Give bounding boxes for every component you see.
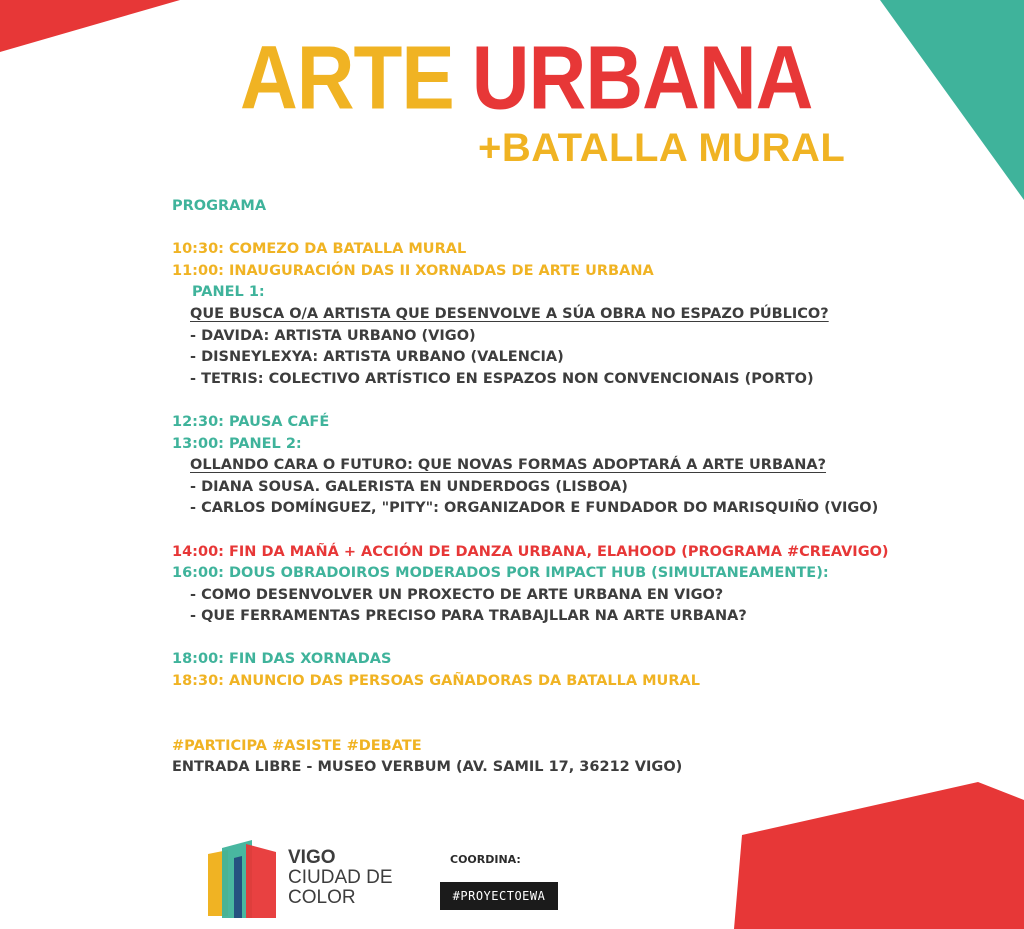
panel-1-speaker: - DAVIDA: ARTISTA URBANO (VIGO) (190, 327, 476, 344)
panel-1-label: PANEL 1: (192, 284, 265, 301)
workshop-item: - QUE FERRAMENTAS PRECISO PARA TRABAJLLAR NA ARTE URBANA? (190, 608, 747, 625)
schedule-item-1230: 12:30: PAUSA CAFÉ (172, 413, 330, 430)
schedule-item-1800: 18:00: FIN DAS XORNADAS (172, 651, 392, 668)
panel-1-speaker: - DISNEYLEXYA: ARTISTA URBANO (VALENCIA) (190, 349, 564, 366)
vigo-logo-text (288, 848, 393, 908)
schedule-item-1830: 18:30: ANUNCIO DAS PERSOAS GAÑADORAS DA BATALLA MURAL (172, 673, 700, 690)
panel-2-speaker: - DIANA SOUSA. GALERISTA EN UNDERDOGS (LISBOA) (190, 478, 628, 495)
event-subtitle: +BATALLA MURAL (478, 126, 846, 170)
schedule-item-1300: 13:00: PANEL 2: (172, 435, 302, 452)
schedule-item-1400: 14:00: FIN DA MAÑÁ + ACCIÓN DE DANZA URBANA, ELAHOOD (PROGRAMA #CREAVIGO) (172, 543, 889, 560)
vigo-logo-icon (206, 840, 276, 918)
vigo-logo-line1: VIGO (288, 847, 336, 868)
panel-1-speaker: - TETRIS: COLECTIVO ARTÍSTICO EN ESPAZOS NON CONVENCIONAIS (PORTO) (190, 370, 814, 387)
schedule-item-1100: 11:00: INAUGURACIÓN DAS II XORNADAS DE ARTE URBANA (172, 262, 654, 279)
hashtags: #PARTICIPA #ASISTE #DEBATE (172, 737, 422, 754)
vigo-logo-line3: COLOR (288, 887, 356, 908)
schedule-item-1030: 10:30: COMEZO DA BATALLA MURAL (172, 241, 467, 258)
teal-corner-top-right (880, 0, 1024, 200)
vigo-logo-line2: CIUDAD DE (288, 867, 393, 888)
event-title (240, 28, 813, 128)
panel-2-speaker: - CARLOS DOMÍNGUEZ, "PITY": ORGANIZADOR E FUNDADOR DO MARISQUIÑO (VIGO) (190, 500, 879, 517)
title-word-arte: ARTE (240, 28, 454, 128)
schedule-item-1600: 16:00: DOUS OBRADOIROS MODERADOS POR IMPACT HUB (SIMULTANEAMENTE): (172, 565, 829, 582)
title-word-urbana: URBANA (471, 28, 813, 128)
red-corner-top-left (0, 0, 180, 52)
program-heading: PROGRAMA (172, 198, 267, 214)
venue-info: ENTRADA LIBRE - MUSEO VERBUM (AV. SAMIL 17, 36212 VIGO) (172, 759, 683, 776)
panel-1-question: QUE BUSCA O/A ARTISTA QUE DESENVOLVE A SÚA OBRA NO ESPAZO PÚBLICO? (190, 305, 829, 322)
coordina-label: COORDINA: (450, 853, 521, 866)
program-section (172, 196, 889, 779)
proyectoewa-logo: #PROYECTOEWA (440, 882, 558, 910)
red-corner-bottom-right (734, 782, 1024, 929)
panel-2-question: OLLANDO CARA O FUTURO: QUE NOVAS FORMAS ADOPTARÁ A ARTE URBANA? (190, 457, 827, 474)
workshop-item: - COMO DESENVOLVER UN PROXECTO DE ARTE URBANA EN VIGO? (190, 586, 724, 603)
